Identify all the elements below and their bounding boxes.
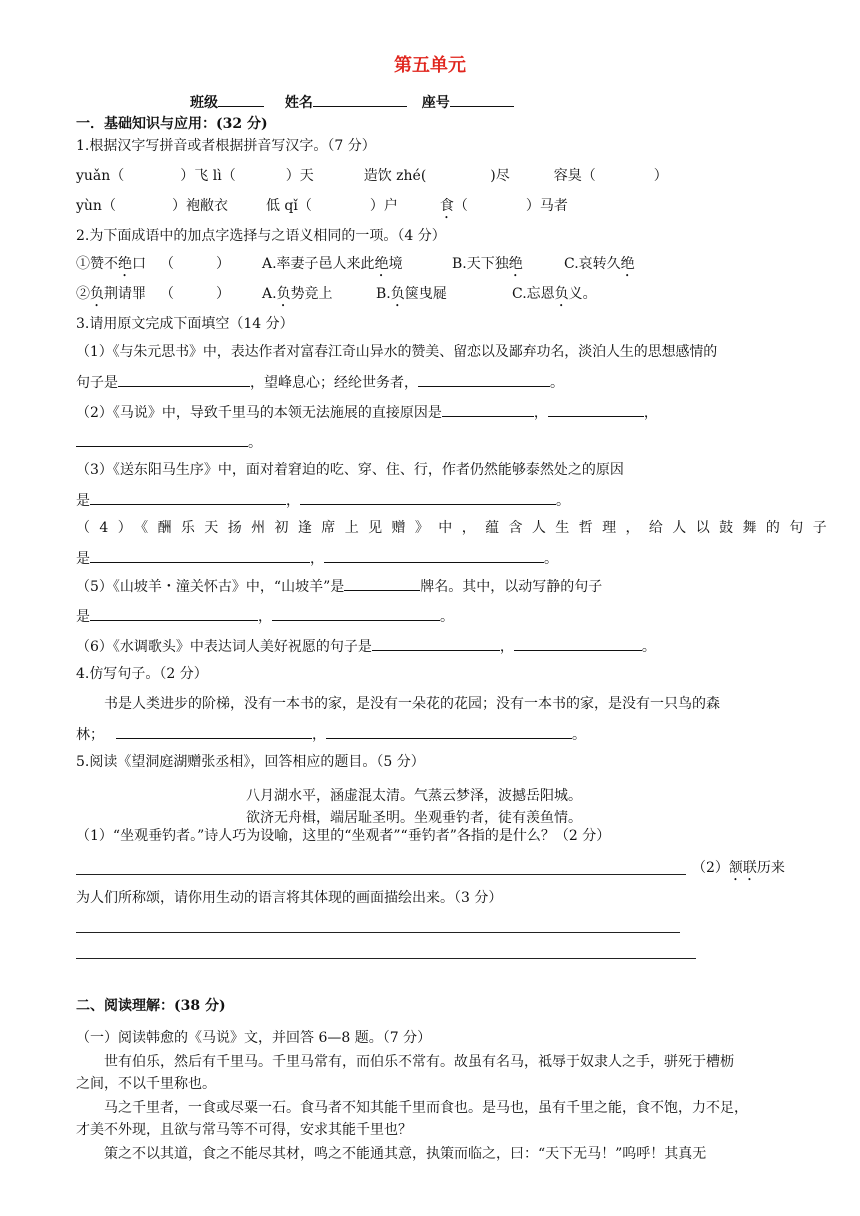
q3-s2-blank2[interactable] — [548, 402, 644, 417]
q1-stem: 1.根据汉字写拼音或者根据拼音写汉字。（7 分） — [76, 138, 376, 154]
q5-stem: 5.阅读《望洞庭湖赠张丞相》，回答相应的题目。（5 分） — [76, 754, 425, 770]
reading1-para3-line1: 策之不以其道，食之不能尽其材，鸣之不能通其意，执策而临之，曰：“天下无马！”呜呼！其真无 — [104, 1146, 707, 1162]
q1-r1-f: 容臭（ — [553, 168, 596, 184]
q2-r2-option-b: B.负箧曳屣 — [376, 286, 447, 302]
page-title: 第五单元 — [394, 55, 466, 76]
q2-r1-option-a: A.率妻子邑人来此绝境 — [262, 256, 403, 272]
q1-r1-e: )尽 — [490, 168, 510, 184]
q5-poem-line2: 欲济无舟楫，端居耻圣明。坐观垂钓者，徒有羡鱼情。 — [246, 810, 582, 826]
seat-field[interactable] — [450, 92, 514, 107]
student-info-row — [190, 92, 514, 113]
reading1-para2-line1: 马之千里者，一食或尽粟一石。食马者不知其能千里而食也。是马也，虽有千里之能，食不饱，力不足， — [104, 1100, 748, 1116]
seat-label: 座号 — [421, 95, 450, 111]
q3-s5-blank3[interactable] — [272, 606, 440, 621]
q2-row1 — [76, 254, 146, 280]
q3-s6-blank2[interactable] — [514, 636, 642, 651]
q3-s3-blank2[interactable] — [300, 490, 556, 505]
q5-poem-line1: 八月湖水平，涵虚混太清。气蒸云梦泽，波撼岳阳城。 — [246, 788, 582, 804]
q1-r1-c: ）天 — [285, 168, 314, 184]
q3-s1-blank2[interactable] — [418, 372, 550, 387]
q2-row2: ②负荆请罪 — [76, 286, 146, 302]
q5-sub2-line2: 为人们所称颂，请你用生动的语言将其体现的画面描绘出来。（3 分） — [76, 890, 503, 906]
q2-r2-paren: （ ） — [160, 286, 230, 302]
q3-stem: 3.请用原文完成下面填空（14 分） — [76, 316, 294, 332]
q5-answer-line2[interactable] — [76, 932, 680, 933]
q3-s4-line2: 是 ， 。 — [76, 548, 558, 569]
reading1-para1-line1: 世有伯乐，然后有千里马。千里马常有，而伯乐不常有。故虽有名马，祗辱于奴隶人之手，骈死于槽枥 — [104, 1054, 734, 1070]
q1-r2-d: ）户 — [369, 198, 398, 214]
q2-r2-option-c: C.忘恩负义。 — [512, 286, 597, 302]
q1-r2-c: 低 qǐ（ — [265, 198, 312, 214]
q5-answer-line3[interactable] — [76, 958, 696, 959]
q1-r1-d: 造饮 zhé( — [363, 168, 427, 184]
reading1-para1-line2: 之间，不以千里称也。 — [76, 1076, 216, 1092]
q2-r1-word-post: 口 — [132, 256, 146, 272]
q2-stem: 2.为下面成语中的加点字选择与之语义相同的一项。（4 分） — [76, 228, 446, 244]
q3-s2-blank3[interactable] — [76, 432, 248, 447]
q3-s3-blank1[interactable] — [90, 490, 286, 505]
section2-heading: 二、阅读理解：(38 分) — [76, 998, 226, 1014]
q2-r1-paren: （ ） — [160, 256, 230, 272]
q3-s5-blank2[interactable] — [90, 606, 258, 621]
q3-s5-blank1[interactable] — [344, 576, 420, 591]
class-label: 班级 — [190, 95, 218, 111]
q3-s5-line2: 是 ， 。 — [76, 606, 454, 627]
class-field[interactable] — [218, 92, 264, 107]
q4-blank2[interactable] — [326, 724, 572, 739]
q3-s4-blank2[interactable] — [324, 548, 544, 563]
q2-r1-option-c: C.哀转久绝 — [564, 256, 635, 272]
q3-s2-line1: （2）《马说》中，导致千里马的本领无法施展的直接原因是 ， ， — [76, 402, 658, 423]
q4-text: 书是人类进步的阶梯，没有一本书的家，是没有一朵花的花园；没有一本书的家，是没有一只鸟的森 — [104, 696, 720, 712]
q3-s1-line1: （1）《与朱元思书》中，表达作者对富春江奇山异水的赞美、留恋以及鄙弃功名，淡泊人生的思想感情的 — [76, 344, 718, 360]
q1-row1 — [76, 166, 668, 186]
q3-s4-line1: （4）《酬乐天扬州初逢席上见赠》中，蕴含人生哲理，给人以鼓舞的句子 — [76, 520, 837, 536]
name-label: 姓名 — [284, 95, 313, 111]
q1-r2-dotted-char: 食 — [439, 198, 454, 214]
q4-stem: 4.仿写句子。（2 分） — [76, 666, 208, 682]
q3-s6-blank1[interactable] — [372, 636, 500, 651]
q3-s4-blank1[interactable] — [90, 548, 310, 563]
q3-s2-blank1[interactable] — [442, 402, 534, 417]
q1-r1-a: yuǎn（ — [76, 168, 125, 184]
reading1-para2-line2: 才美不外现，且欲与常马等不可得，安求其能千里也？ — [76, 1122, 412, 1138]
q2-r1-word-dot: 绝 — [118, 256, 132, 272]
reading1-intro: （一）阅读韩愈的《马说》文，并回答 6—8 题。（7 分） — [76, 1030, 432, 1046]
q4-text-line2: 林； ， 。 — [76, 724, 586, 745]
q3-s3-line2: 是 ， 。 — [76, 490, 570, 511]
q1-r2-b: ）袍敝衣 — [171, 198, 228, 214]
q4-blank1[interactable] — [116, 724, 312, 739]
q3-s6-line: （6）《水调歌头》中表达词人美好祝愿的句子是 ， 。 — [76, 636, 656, 657]
q3-s3-line1: （3）《送东阳马生序》中，面对着窘迫的吃、穿、住、行，作者仍然能够泰然处之的原因 — [76, 462, 624, 478]
q5-answer-line1[interactable] — [76, 874, 686, 875]
q2-r2-option-a: A.负势竞上 — [262, 286, 333, 302]
q2-r1-word-pre: ①赞不 — [76, 256, 118, 272]
q3-s5-line1: （5）《山坡羊・潼关怀古》中，“山坡羊”是 牌名。其中，以动写静的句子 — [76, 576, 602, 597]
q1-r2-f: ）马者 — [525, 198, 568, 214]
section1-heading: 一．基础知识与应用：(32 分) — [76, 116, 268, 132]
q1-r2-e: （ — [453, 198, 468, 214]
q3-s2-line2: 。 — [76, 432, 262, 453]
q5-sub1: （1）“坐观垂钓者。”诗人巧为设喻，这里的“坐观者”“垂钓者”各指的是什么？（2 分） — [76, 828, 611, 844]
q3-s1-line2: 句子是 ，望峰息心；经纶世务者， 。 — [76, 372, 564, 393]
name-field[interactable] — [313, 92, 407, 107]
q1-r2-a: yùn（ — [76, 198, 116, 214]
q3-s1-blank1[interactable] — [118, 372, 250, 387]
q1-row2 — [76, 196, 568, 222]
q1-r1-b: ）飞 lì（ — [180, 168, 236, 184]
q1-r1-g: ） — [653, 168, 668, 184]
q2-r1-option-b: B.天下独绝 — [452, 256, 523, 272]
q5-sub2: （2）颔联历来 — [692, 860, 785, 876]
